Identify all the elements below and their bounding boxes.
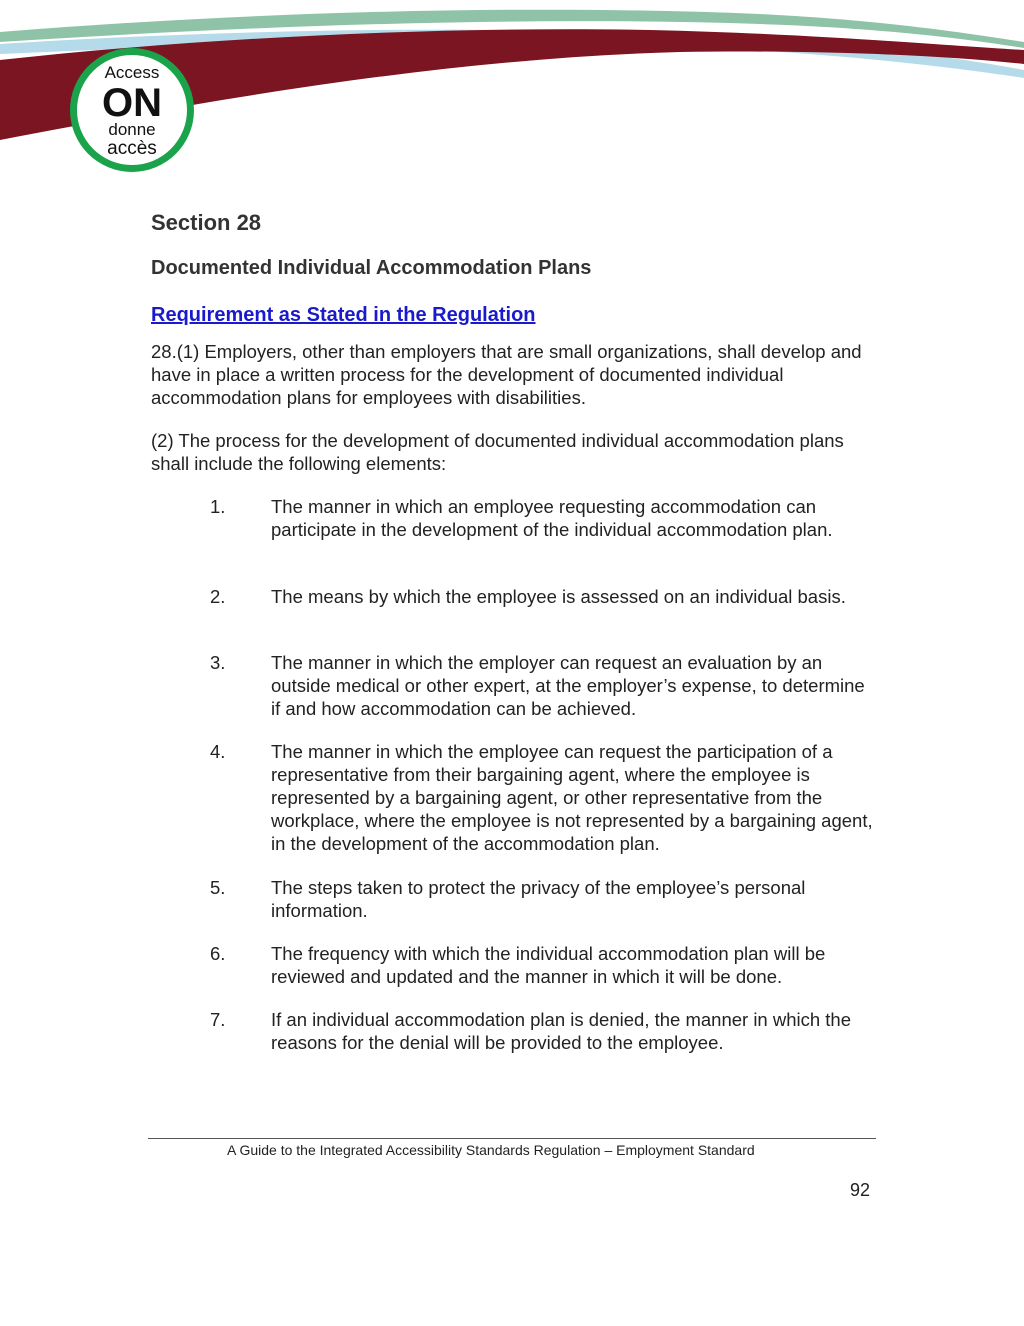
list-item-text: The frequency with which the individual accommodation plan will be reviewed and updated and the manner in which it will be done. — [271, 943, 826, 987]
logo-line1: Access — [104, 63, 160, 82]
list-item-number: 3. — [210, 652, 226, 673]
logo-line3: donne — [108, 120, 156, 139]
regulation-paragraph-1: 28.(1) Employers, other than employers that are small organizations, shall develop and have in place a written process for the development of documented individual accommodation plans for employees with disabilities. — [151, 341, 862, 408]
list-item-text: The manner in which the employer can request an evaluation by an outside medical or other expert, at the employer’s expense, to determine if and how accommodation can be achieved. — [271, 652, 865, 719]
list-item-number: 4. — [210, 741, 226, 762]
logo-line4: accès — [107, 138, 157, 159]
list-item-number: 5. — [210, 877, 226, 898]
page-number: 92 — [850, 1180, 871, 1200]
list-item-text: If an individual accommodation plan is denied, the manner in which the reasons for the denial will be provided to the employee. — [271, 1009, 852, 1053]
logo-line2: ON — [102, 81, 162, 125]
document-title: Documented Individual Accommodation Plans — [151, 257, 592, 279]
list-item-number: 1. — [210, 496, 226, 517]
list-item-number: 2. — [210, 586, 226, 607]
list-item-text: The means by which the employee is assessed on an individual basis. — [271, 586, 846, 607]
regulation-paragraph-2: (2) The process for the development of documented individual accommodation plans shall include the following elements: — [151, 430, 844, 474]
list-item-text: The steps taken to protect the privacy of the employee’s personal information. — [271, 877, 806, 921]
list-item-text: The manner in which the employee can request the participation of a representative from their bargaining agent, where the employee is represented by a bargaining agent, or other representative from the workplace, where the employee is not represented by a bargaining agent, in the development of the accommodation plan. — [271, 741, 873, 854]
section-title: Section 28 — [151, 210, 262, 235]
list-item-number: 6. — [210, 943, 226, 964]
list-item-text: The manner in which an employee requesting accommodation can participate in the development of the individual accommodation plan. — [271, 496, 833, 540]
access-on-logo — [66, 44, 198, 176]
requirement-link[interactable]: Requirement as Stated in the Regulation — [151, 304, 536, 326]
footer-divider — [148, 1138, 876, 1139]
list-item-number: 7. — [210, 1009, 226, 1030]
footer-text: A Guide to the Integrated Accessibility Standards Regulation – Employment Standard — [227, 1142, 755, 1158]
